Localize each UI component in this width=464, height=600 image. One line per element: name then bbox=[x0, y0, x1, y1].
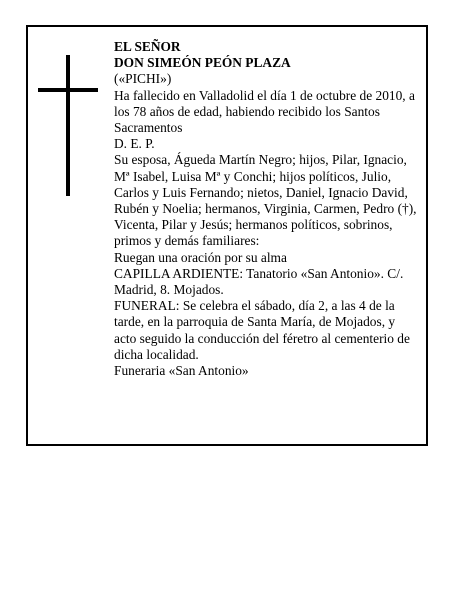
rest-in-peace: D. E. P. bbox=[114, 136, 155, 152]
chapel-info: CAPILLA ARDIENTE: Tanatorio «San Antonio». C/. Madrid, 8. Mojados. bbox=[114, 265, 404, 298]
funeral-info: FUNERAL: Se celebra el sábado, día 2, a las 4 de la tarde, en la parroquia de Santa María, de Mojados, y acto seguido la conducción del féretro al cementerio de dicha localidad. bbox=[114, 298, 410, 362]
deceased-name: DON SIMEÓN PEÓN PLAZA bbox=[114, 55, 291, 71]
prayer-request: Ruegan una oración por su alma bbox=[114, 249, 287, 265]
cross-horizontal-bar bbox=[38, 88, 98, 92]
funeral-home: Funeraria «San Antonio» bbox=[114, 363, 249, 379]
cross-vertical-bar bbox=[66, 55, 70, 196]
obituary-text bbox=[114, 39, 420, 379]
family-list: Su esposa, Águeda Martín Negro; hijos, Pilar, Ignacio, Mª Isabel, Luisa Mª y Conchi; hijos políticos, Julio, Carlos y Luis Fernando; nietos, Daniel, Ignacio David, Rubén y Noelia; hermanos, Virginia, Carmen, Pedro (†), Vicenta, Pilar y Jesús; hermanos políticos, sobrinos, primos y demás familiares: bbox=[114, 152, 417, 249]
death-announcement: Ha fallecido en Valladolid el día 1 de octubre de 2010, a los 78 años de edad, habiendo recibido los Santos Sacramentos bbox=[114, 87, 415, 136]
title-line-1: EL SEÑOR bbox=[114, 39, 181, 54]
nickname: («PICHI») bbox=[114, 71, 172, 87]
